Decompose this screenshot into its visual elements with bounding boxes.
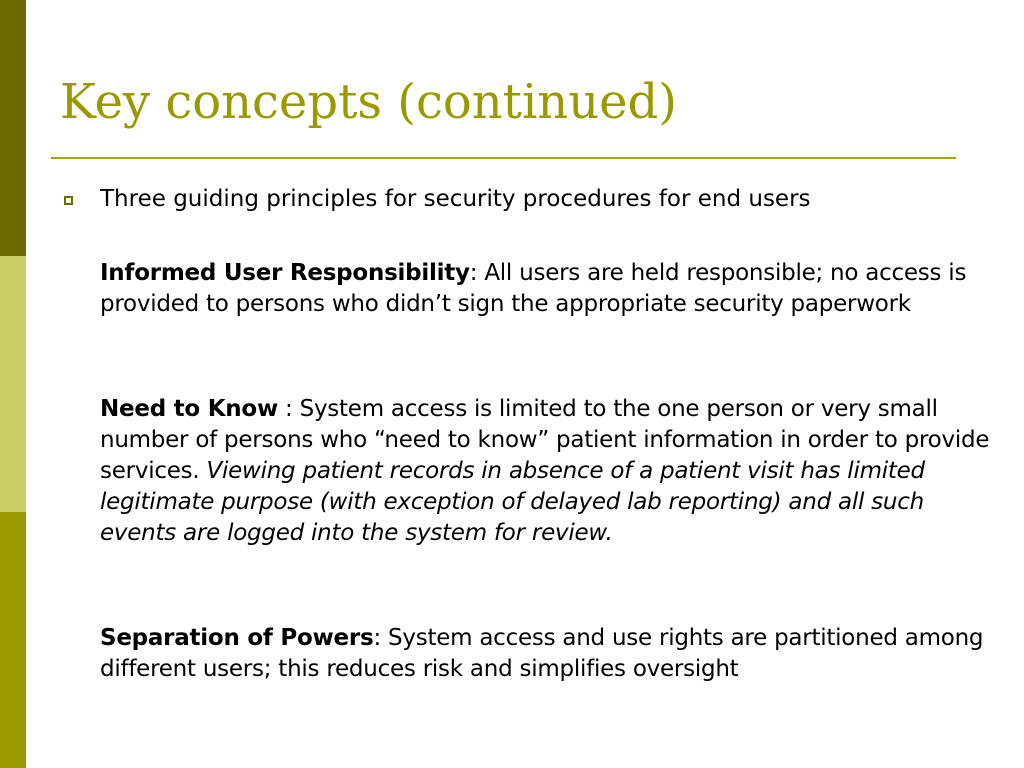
principle-italic-note: Viewing patient records in absence of a patient visit has limited legitimate purpose (with exception of delayed lab reporting) and all such events are logged into the system for review. (100, 458, 925, 546)
principle-name: Separation of Powers (100, 625, 374, 651)
square-bullet-icon (64, 196, 73, 205)
side-bar-top (0, 0, 26, 256)
intro-text: Three guiding principles for security procedures for end users (100, 186, 811, 212)
side-bar-middle (0, 256, 26, 512)
principle-separation-of-powers (100, 623, 1000, 685)
principle-separator: : (469, 260, 485, 286)
principle-informed-user-responsibility (100, 258, 1000, 320)
principle-name: Need to Know (100, 396, 278, 422)
principle-text: System access and use rights are partitioned among different users; this reduces risk and simplifies oversight (100, 625, 984, 682)
slide-title: Key concepts (continued) (60, 74, 677, 130)
principle-text: All users are held responsible; no access is provided to persons who didn’t sign the appropriate security paperwork (100, 260, 967, 317)
principle-separator: : (373, 625, 388, 651)
principle-text: System access is limited to the one person or very small number of persons who “need to know” patient information in order to provide services. (100, 396, 990, 484)
principle-name: Informed User Responsibility (100, 260, 470, 286)
side-bar-bottom (0, 512, 26, 768)
principle-separator: : (277, 396, 300, 422)
principle-need-to-know (100, 394, 1000, 549)
title-divider (51, 157, 956, 159)
